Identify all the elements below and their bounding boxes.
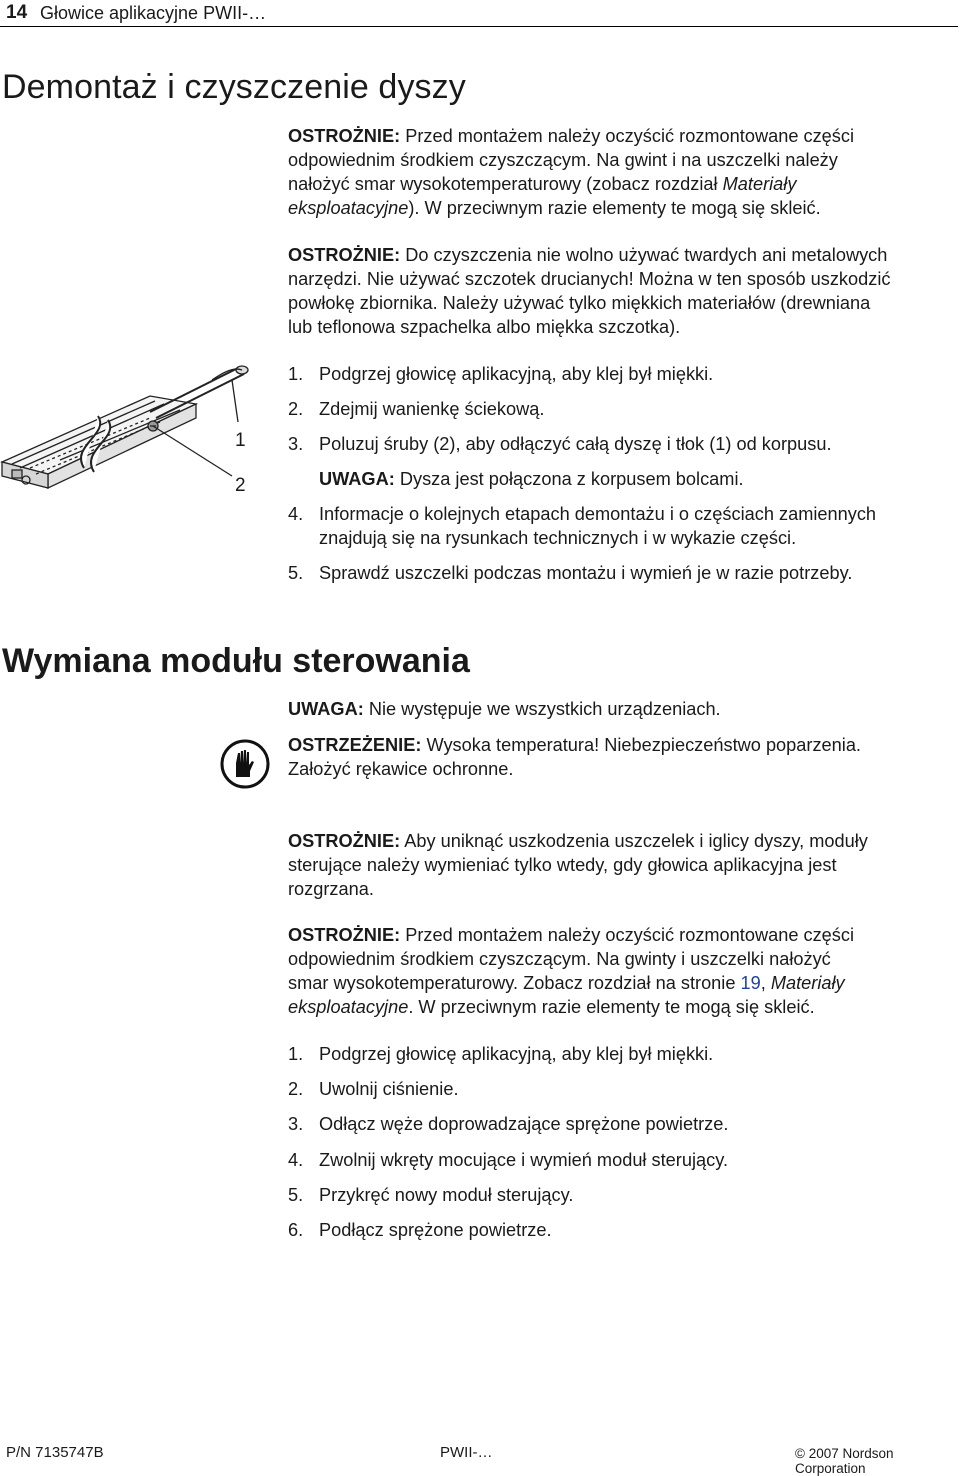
caution-cleaning-parts: OSTROŻNIE: Przed montażem należy oczyścić rozmontowane części odpowiednim środkiem czyszczącym. Na gwint i na uszczelki należy nałożyć smar wysokotemperaturowy (zobacz rozdział Materiały eksploatacyjne). W przeciwnym razie elementy te mogą się skleić. xyxy=(288,126,855,218)
protective-gloves-icon xyxy=(220,739,270,789)
header-divider xyxy=(0,26,958,27)
note-label: UWAGA: xyxy=(319,469,395,489)
footer-part-number: P/N 7135747B xyxy=(6,1444,104,1461)
note-label: UWAGA: xyxy=(288,699,364,719)
caution-label: OSTROŻNIE: xyxy=(288,126,401,146)
caution-label: OSTROŻNIE: xyxy=(288,925,401,945)
callout-1: 1 xyxy=(235,430,246,451)
running-header-title: Głowice aplikacyjne PWII-… xyxy=(40,3,267,23)
caution-no-metal-tools: OSTROŻNIE: Do czyszczenia nie wolno używać twardych ani metalowych narzędzi. Nie używać szczotek drucianych! Można w ten sposób uszkodzić powłokę zbiornika. Należy używać tylko miękkich materiałów (drewniana lub teflonowa szpachelka albo miękka szczotka). xyxy=(288,245,891,337)
section-title-disassembly: Demontaż i czyszczenie dyszy xyxy=(2,68,466,106)
page-reference-link[interactable]: 19 xyxy=(740,973,761,993)
note-not-all-units: UWAGA: Nie występuje we wszystkich urządzeniach. xyxy=(288,699,721,719)
note-nozzle-pins: UWAGA: Dysza jest połączona z korpusem bolcami. xyxy=(319,469,744,489)
warning-high-temperature: OSTRZEŻENIE: Wysoka temperatura! Niebezpieczeństwo poparzenia. Założyć rękawice ochronne. xyxy=(288,735,861,779)
section-title-control-module: Wymiana modułu sterowania xyxy=(2,642,470,680)
warning-label: OSTRZEŻENIE: xyxy=(288,735,422,755)
nozzle-assembly-illustration xyxy=(0,356,275,516)
caution-label: OSTROŻNIE: xyxy=(288,245,401,265)
footer-copyright: © 2007 Nordson Corporation xyxy=(795,1446,894,1476)
caution-clean-before-assembly: OSTROŻNIE: Przed montażem należy oczyścić rozmontowane części odpowiednim środkiem czyszczącym. Na gwinty i uszczelki nałożyć smar wysokotemperaturowy. Zobacz rozdział na stronie 19, Materiały eksploatacyjne. W przeciwnym razie elementy te mogą się skleić. xyxy=(288,925,855,1017)
caution-label: OSTROŻNIE: xyxy=(288,831,401,851)
footer-model: PWII-… xyxy=(440,1444,493,1461)
callout-2: 2 xyxy=(235,475,246,496)
caution-replace-when-hot: OSTROŻNIE: Aby uniknąć uszkodzenia uszczelek i iglicy dyszy, moduły sterujące należy wymieniać tylko wtedy, gdy głowica aplikacyjna jest rozgrzana. xyxy=(288,831,868,899)
page-number: 14 xyxy=(6,2,28,23)
